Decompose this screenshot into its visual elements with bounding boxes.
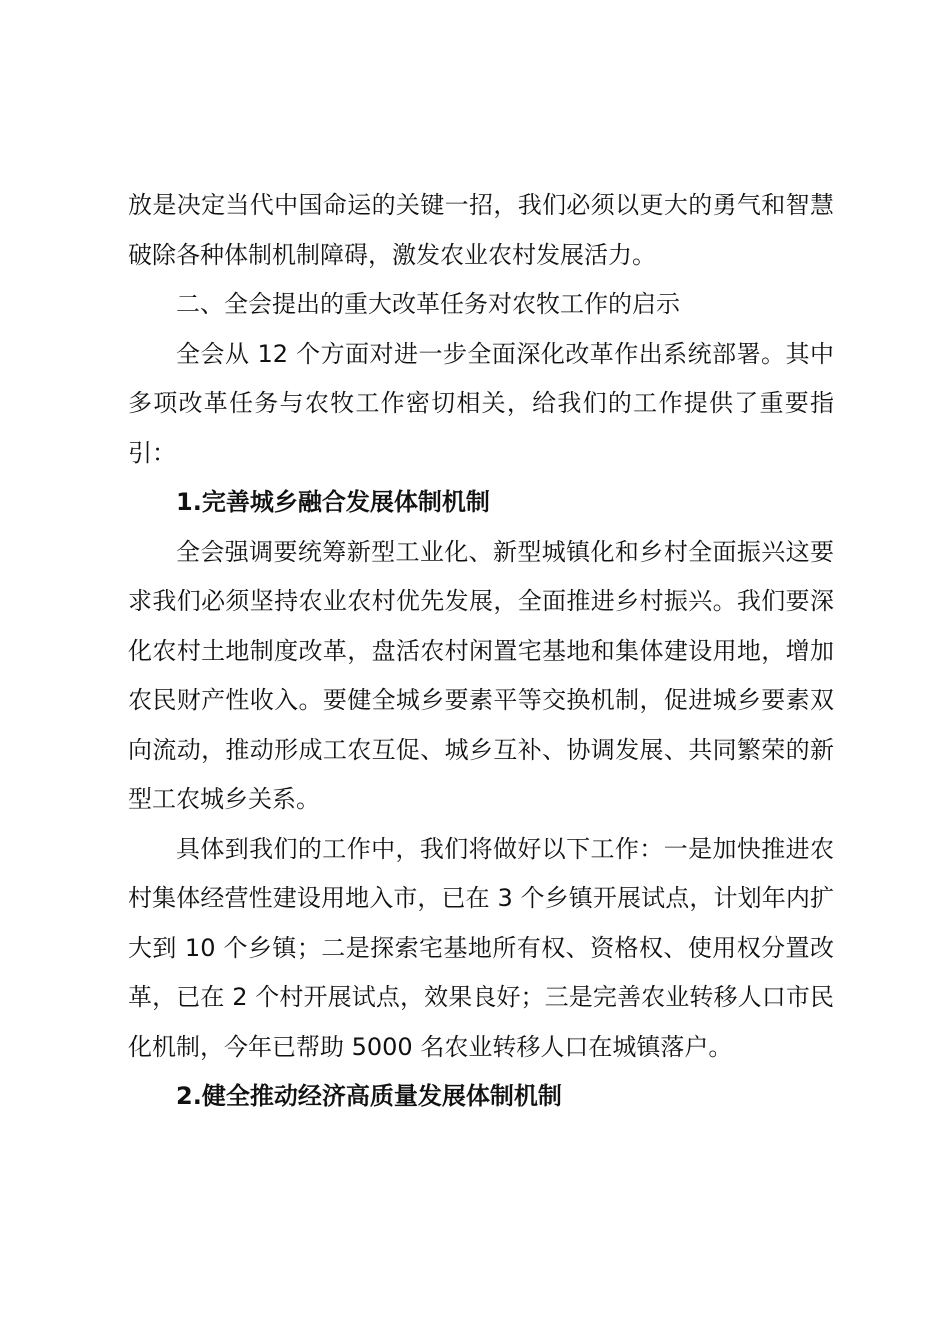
paragraph-intro: 全会从 12 个方面对进一步全面深化改革作出系统部署。其中多项改革任务与农牧工作密切相关，给我们的工作提供了重要指引： [128, 339, 834, 467]
document-body [128, 181, 834, 1122]
paragraph-body: 全会强调要统筹新型工业化、新型城镇化和乡村全面振兴这要求我们必须坚持农业农村优先发展，全面推进乡村振兴。我们要深化农村土地制度改革，盘活农村闲置宅基地和集体建设用地，增加农民财产性收入。要健全城乡要素平等交换机制，促进城乡要素双向流动，推动形成工农互促、城乡互补、协调发展、共同繁荣的新型工农城乡关系。 [128, 537, 834, 813]
subheading-2: 2.健全推动经济高质量发展体制机制 [176, 1082, 562, 1110]
paragraph-body: 具体到我们的工作中，我们将做好以下工作：一是加快推进农村集体经营性建设用地入市，已在 3 个乡镇开展试点，计划年内扩大到 10 个乡镇；二是探索宅基地所有权、资格权、使用权分置改革，已在 2 个村开展试点，效果良好；三是完善农业转移人口市民化机制，今年已帮助 5000 名农业转移人口在城镇落户。 [128, 834, 834, 1061]
subheading-1: 1.完善城乡融合发展体制机制 [176, 488, 490, 516]
paragraph-continuation: 放是决定当代中国命运的关键一招，我们必须以更大的勇气和智慧破除各种体制机制障碍，激发农业农村发展活力。 [128, 191, 834, 269]
section-heading: 二、全会提出的重大改革任务对农牧工作的启示 [176, 290, 680, 318]
